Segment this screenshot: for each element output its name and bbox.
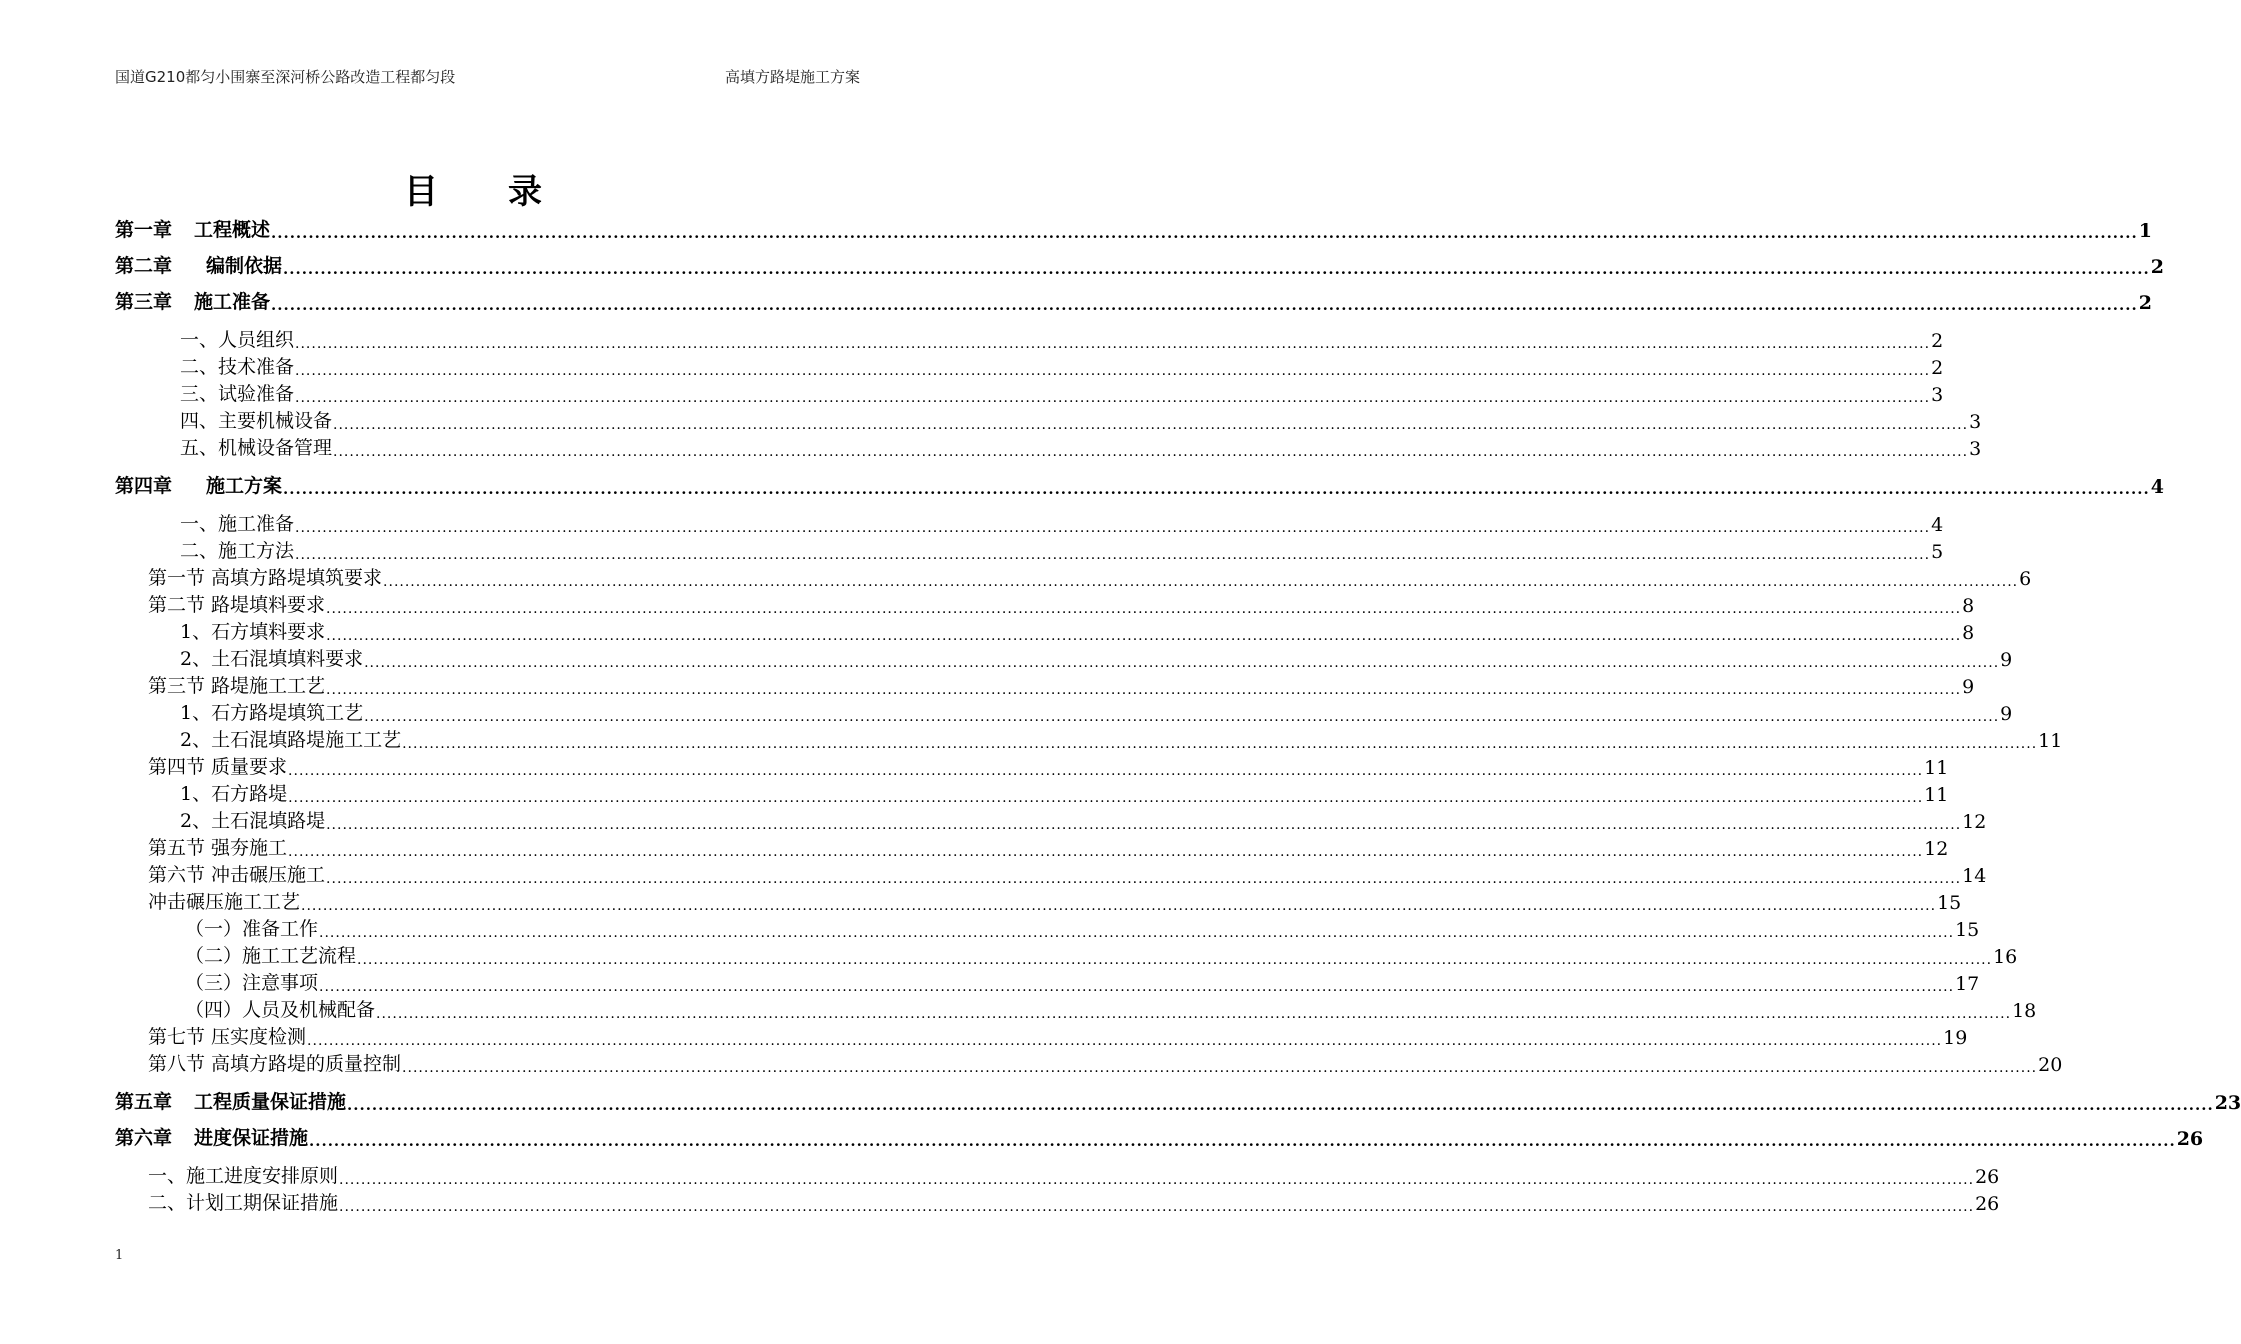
- toc-dot-leader: ............................................................................................................................................................................................................................................................................................................: [283, 260, 2150, 278]
- toc-dot-leader: ............................................................................................................................................................................................................................................................................................................: [402, 1060, 2038, 1076]
- toc-entry-text: 1、石方填料要求: [180, 621, 326, 643]
- toc-page-number: 15: [1955, 919, 1980, 941]
- toc-entry[interactable]: [148, 888, 1962, 914]
- toc-entry-text: 一、施工准备: [180, 513, 295, 535]
- toc-page-number: 3: [1931, 384, 1944, 406]
- toc-entry-text: 1、石方路堤: [180, 783, 288, 805]
- toc-entry-title: [180, 698, 363, 725]
- toc-page-number: 3: [1969, 438, 1982, 460]
- toc-entry-title: [185, 968, 318, 995]
- toc-dot-leader: ............................................................................................................................................................................................................................................................................................................: [364, 709, 2000, 725]
- toc-entry[interactable]: [148, 861, 1987, 887]
- toc-entry-text: 二、施工方法: [180, 540, 295, 562]
- toc-dot-leader: ............................................................................................................................................................................................................................................................................................................: [319, 979, 1955, 995]
- toc-dot-leader: ............................................................................................................................................................................................................................................................................................................: [326, 817, 1962, 833]
- toc-page-number: 11: [1924, 784, 1949, 806]
- toc-dot-leader: ............................................................................................................................................................................................................................................................................................................: [283, 480, 2150, 498]
- toc-page-number: 15: [1937, 892, 1962, 914]
- toc-entry-title: [148, 563, 382, 590]
- toc-entry-text: 二、计划工期保证措施: [148, 1192, 339, 1214]
- toc-dot-leader: ............................................................................................................................................................................................................................................................................................................: [326, 601, 1962, 617]
- toc-entry-text: 进度保证措施: [194, 1127, 309, 1149]
- toc-entry[interactable]: [180, 780, 1949, 806]
- toc-page-number: 12: [1962, 811, 1987, 833]
- toc-entry-text: 一、施工进度安排原则: [148, 1165, 339, 1187]
- toc-page-number: 6: [2019, 568, 2032, 590]
- toc-entry-text: 工程质量保证措施: [194, 1091, 347, 1113]
- toc-dot-leader: ............................................................................................................................................................................................................................................................................................................: [339, 1199, 1975, 1215]
- toc-entry-title: [148, 1161, 338, 1188]
- toc-entry-title: [185, 941, 356, 968]
- toc-dot-leader: ............................................................................................................................................................................................................................................................................................................: [295, 336, 1931, 352]
- toc-entry-title: [148, 833, 287, 860]
- toc-entry-text: 1、石方路堤填筑工艺: [180, 702, 364, 724]
- toc-entry-title: [180, 352, 294, 379]
- toc-entry-text: 第八节 高填方路堤的质量控制: [148, 1053, 402, 1075]
- toc-entry[interactable]: [148, 672, 1975, 698]
- toc-dot-leader: ............................................................................................................................................................................................................................................................................................................: [295, 520, 1931, 536]
- toc-entry-title: [115, 1123, 308, 1150]
- toc-entry-title: [148, 1049, 401, 1076]
- toc-entry[interactable]: [185, 942, 2018, 968]
- toc-dot-leader: ............................................................................................................................................................................................................................................................................................................: [295, 547, 1931, 563]
- toc-entry[interactable]: [148, 834, 1949, 860]
- toc-page-number: 8: [1962, 595, 1975, 617]
- toc-chapter-entry[interactable]: [115, 216, 2152, 242]
- toc-entry-text: 第四节 质量要求: [148, 756, 288, 778]
- toc-entry-title: [148, 1022, 306, 1049]
- toc-entry[interactable]: [148, 1162, 2000, 1188]
- toc-dot-leader: ............................................................................................................................................................................................................................................................................................................: [301, 898, 1937, 914]
- toc-dot-leader: ............................................................................................................................................................................................................................................................................................................: [347, 1096, 2214, 1114]
- toc-entry[interactable]: [180, 510, 1944, 536]
- toc-entry-title: [180, 617, 325, 644]
- toc-chapter-number: 第二章: [115, 255, 173, 277]
- toc-entry-title: [115, 251, 282, 278]
- toc-entry-title: [148, 752, 287, 779]
- page-number: 1: [115, 1248, 124, 1263]
- toc-dot-leader: ............................................................................................................................................................................................................................................................................................................: [326, 871, 1962, 887]
- header-project-name: 国道G210都匀小围寨至深河桥公路改造工程都匀段: [115, 68, 456, 86]
- toc-chapter-number: 第四章: [115, 475, 173, 497]
- toc-page-number: 3: [1969, 411, 1982, 433]
- toc-page-number: 20: [2038, 1054, 2063, 1076]
- toc-page-number: 2: [2138, 292, 2152, 314]
- toc-entry[interactable]: [180, 699, 2013, 725]
- toc-page-number: 2: [2150, 256, 2164, 278]
- page-header: [115, 66, 860, 90]
- toc-entry[interactable]: [180, 618, 1975, 644]
- toc-entry-text: 第七节 压实度检测: [148, 1026, 307, 1048]
- toc-page-number: 4: [2150, 476, 2164, 498]
- toc-entry-text: （一）准备工作: [185, 918, 319, 940]
- toc-page-number: 11: [2038, 730, 2063, 752]
- toc-entry-text: 2、土石混填填料要求: [180, 648, 364, 670]
- toc-page-number: 14: [1962, 865, 1987, 887]
- toc-title-char-1: 目: [404, 172, 442, 212]
- toc-page-number: 1: [2138, 220, 2152, 242]
- toc-page-number: 2: [1931, 357, 1944, 379]
- toc-page-number: 8: [1962, 622, 1975, 644]
- toc-chapter-entry[interactable]: [115, 1088, 2241, 1114]
- toc-entry-title: [180, 806, 325, 833]
- toc-chapter-entry[interactable]: [115, 472, 2164, 498]
- toc-page-number: 26: [1975, 1193, 2000, 1215]
- toc-page-number: 26: [1975, 1166, 2000, 1188]
- toc-page-number: 17: [1955, 973, 1980, 995]
- toc-entry[interactable]: [148, 1189, 2000, 1215]
- toc-dot-leader: ............................................................................................................................................................................................................................................................................................................: [295, 363, 1931, 379]
- toc-chapter-entry[interactable]: [115, 1124, 2204, 1150]
- toc-page-number: 9: [2000, 703, 2013, 725]
- toc-page-number: 18: [2012, 1000, 2037, 1022]
- toc-page-number: 12: [1924, 838, 1949, 860]
- toc-dot-leader: ............................................................................................................................................................................................................................................................................................................: [288, 763, 1924, 779]
- toc-dot-leader: ............................................................................................................................................................................................................................................................................................................: [383, 574, 2019, 590]
- toc-dot-leader: ............................................................................................................................................................................................................................................................................................................: [309, 1132, 2176, 1150]
- toc-entry-title: [115, 1087, 346, 1114]
- toc-entry-text: 第六节 冲击碾压施工: [148, 864, 326, 886]
- toc-dot-leader: ............................................................................................................................................................................................................................................................................................................: [333, 417, 1969, 433]
- toc-entry-text: （二）施工工艺流程: [185, 945, 357, 967]
- toc-entry[interactable]: [180, 645, 2013, 671]
- toc-entry-title: [148, 590, 325, 617]
- toc-dot-leader: ............................................................................................................................................................................................................................................................................................................: [357, 952, 1993, 968]
- toc-entry-text: 冲击碾压施工工艺: [148, 891, 301, 913]
- toc-dot-leader: ............................................................................................................................................................................................................................................................................................................: [402, 736, 2038, 752]
- toc-entry-title: [148, 860, 325, 887]
- toc-entry-text: 2、土石混填路堤施工工艺: [180, 729, 402, 751]
- toc-entry-text: 二、技术准备: [180, 356, 295, 378]
- toc-entry-title: [185, 914, 318, 941]
- toc-dot-leader: ............................................................................................................................................................................................................................................................................................................: [364, 655, 2000, 671]
- toc-page-number: 23: [2214, 1092, 2241, 1114]
- toc-entry[interactable]: [180, 434, 1982, 460]
- toc-dot-leader: ............................................................................................................................................................................................................................................................................................................: [307, 1033, 1943, 1049]
- toc-entry-title: [180, 644, 363, 671]
- toc-entry[interactable]: [148, 753, 1949, 779]
- toc-entry-title: [180, 725, 401, 752]
- toc-entry-text: 第五节 强夯施工: [148, 837, 288, 859]
- toc-title-char-2: 录: [508, 172, 546, 212]
- toc-entry[interactable]: [185, 996, 2037, 1022]
- toc-page-number: 11: [1924, 757, 1949, 779]
- toc-page-number: 9: [1962, 676, 1975, 698]
- toc-entry-text: 工程概述: [194, 219, 271, 241]
- toc-entry[interactable]: [180, 407, 1982, 433]
- toc-entry-title: [115, 471, 282, 498]
- toc-dot-leader: ............................................................................................................................................................................................................................................................................................................: [339, 1172, 1975, 1188]
- toc-dot-leader: ............................................................................................................................................................................................................................................................................................................: [333, 444, 1969, 460]
- toc-dot-leader: ............................................................................................................................................................................................................................................................................................................: [271, 224, 2138, 242]
- toc-entry-text: （四）人员及机械配备: [185, 999, 376, 1021]
- toc-entry-title: [148, 1188, 338, 1215]
- header-document-name: 高填方路堤施工方案: [724, 68, 860, 86]
- toc-entry-text: 第三节 路堤施工工艺: [148, 675, 326, 697]
- toc-title: [0, 164, 950, 213]
- toc-entry-title: [180, 433, 332, 460]
- toc-chapter-number: 第五章: [115, 1091, 173, 1113]
- toc-entry[interactable]: [180, 807, 1987, 833]
- toc-entry-text: 五、机械设备管理: [180, 437, 333, 459]
- toc-dot-leader: ............................................................................................................................................................................................................................................................................................................: [271, 296, 2138, 314]
- toc-dot-leader: ............................................................................................................................................................................................................................................................................................................: [376, 1006, 2012, 1022]
- toc-entry-text: 第一节 高填方路堤填筑要求: [148, 567, 383, 589]
- toc-entry-text: 四、主要机械设备: [180, 410, 333, 432]
- toc-entry[interactable]: [180, 353, 1944, 379]
- toc-entry-text: 施工方案: [206, 475, 283, 497]
- toc-dot-leader: ............................................................................................................................................................................................................................................................................................................: [319, 925, 1955, 941]
- toc-dot-leader: ............................................................................................................................................................................................................................................................................................................: [288, 844, 1924, 860]
- toc-entry[interactable]: [180, 380, 1944, 406]
- toc-entry-text: 第二节 路堤填料要求: [148, 594, 326, 616]
- toc-entry[interactable]: [185, 969, 1980, 995]
- toc-page-number: 9: [2000, 649, 2013, 671]
- toc-entry-title: [180, 509, 294, 536]
- toc-dot-leader: ............................................................................................................................................................................................................................................................................................................: [288, 790, 1924, 806]
- toc-chapter-entry[interactable]: [115, 288, 2152, 314]
- toc-dot-leader: ............................................................................................................................................................................................................................................................................................................: [295, 390, 1931, 406]
- toc-entry[interactable]: [180, 726, 2063, 752]
- toc-entry-text: 三、试验准备: [180, 383, 295, 405]
- toc-entry-title: [148, 671, 325, 698]
- toc-dot-leader: ............................................................................................................................................................................................................................................................................................................: [326, 682, 1962, 698]
- toc-page-number: 2: [1931, 330, 1944, 352]
- toc-page-number: 26: [2176, 1128, 2204, 1150]
- toc-entry-title: [115, 215, 270, 242]
- toc-entry[interactable]: [148, 564, 2032, 590]
- toc-entry-text: 施工准备: [194, 291, 271, 313]
- toc-entry[interactable]: [148, 1023, 1968, 1049]
- toc-entry[interactable]: [148, 1050, 2063, 1076]
- toc-entry-title: [180, 536, 294, 563]
- toc-entry-title: [180, 325, 294, 352]
- toc-chapter-number: 第三章: [115, 291, 173, 313]
- toc-chapter-entry[interactable]: [115, 252, 2164, 278]
- toc-entry-title: [180, 406, 332, 433]
- toc-entry-text: 一、人员组织: [180, 329, 295, 351]
- toc-entry-text: （三）注意事项: [185, 972, 319, 994]
- toc-entry-title: [115, 287, 270, 314]
- toc-entry[interactable]: [185, 915, 1980, 941]
- toc-entry-text: 编制依据: [206, 255, 283, 277]
- toc-page-number: 16: [1993, 946, 2018, 968]
- toc-entry-title: [148, 887, 300, 914]
- toc-page-number: 5: [1931, 541, 1944, 563]
- toc-entry-title: [185, 995, 375, 1022]
- toc-chapter-number: 第一章: [115, 219, 173, 241]
- toc-entry[interactable]: [180, 326, 1944, 352]
- toc-dot-leader: ............................................................................................................................................................................................................................................................................................................: [326, 628, 1962, 644]
- toc-entry-text: 2、土石混填路堤: [180, 810, 326, 832]
- toc-entry[interactable]: [180, 537, 1944, 563]
- toc-entry-title: [180, 779, 287, 806]
- toc-page-number: 19: [1943, 1027, 1968, 1049]
- toc-entry[interactable]: [148, 591, 1975, 617]
- toc-chapter-number: 第六章: [115, 1127, 173, 1149]
- toc-entry-title: [180, 379, 294, 406]
- toc-page-number: 4: [1931, 514, 1944, 536]
